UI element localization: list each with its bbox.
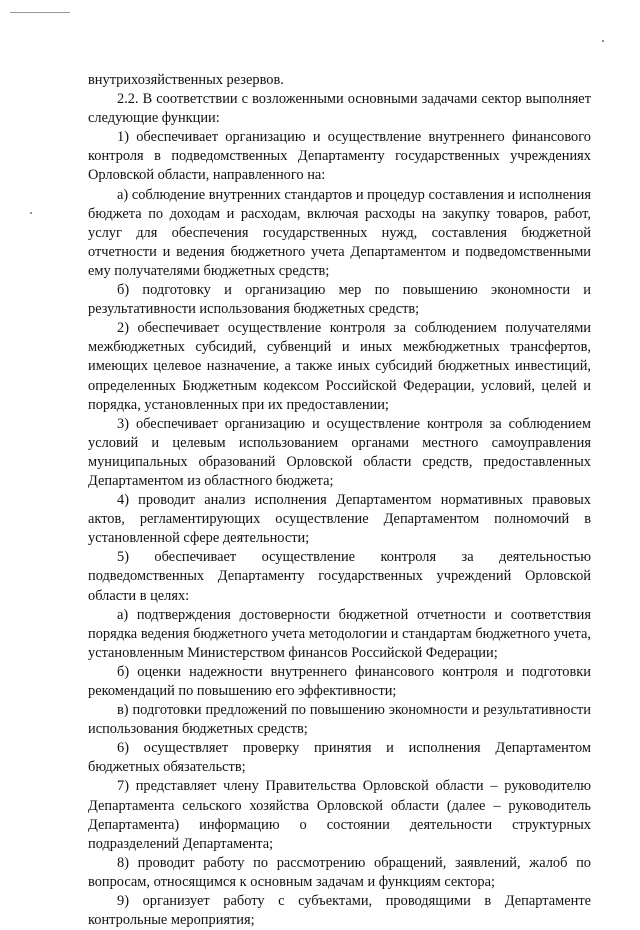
scan-artifact-line xyxy=(10,12,70,13)
document-body xyxy=(88,71,591,930)
paragraph-item-7: 7) представляет члену Правительства Орловской области – руководителю Департамента сельского хозяйства Орловской области (далее – руководитель Департамента) информацию о состоянии деятельности структурных подразделений Департамента; xyxy=(88,778,591,852)
paragraph-item-5v: в) подготовки предложений по повышению экономности и результативности использования бюджетных средств; xyxy=(88,702,591,738)
paragraph-item-2: 2) обеспечивает осуществление контроля за соблюдением получателями межбюджетных субсидий, субвенций и иных межбюджетных трансфертов, имеющих целевое назначение, а также иных субсидий бюджетных инвестиций, определенных Бюджетным кодексом Российской Федерации, условий, целей и порядка, установленных при их предоставлении; xyxy=(88,320,591,413)
paragraph-item-8: 8) проводит работу по рассмотрению обращений, заявлений, жалоб по вопросам, относящимся к основным задачам и функциям сектора; xyxy=(88,854,591,890)
paragraph-item-5a: а) подтверждения достоверности бюджетной отчетности и соответствия порядка ведения бюджетного учета методологии и стандартам бюджетного учета, установленным Министерством финансов Российской Федерации; xyxy=(88,606,591,661)
paragraph-item-1a: а) соблюдение внутренних стандартов и процедур составления и исполнения бюджета по доходам и расходам, включая расходы на закупку товаров, работ, услуг для обеспечения государственных нужд, составления бюджетной отчетности и ведения бюджетного учета Департаментом и подведомственными ему получателями бюджетных средств; xyxy=(88,186,591,279)
paragraph-item-6: 6) осуществляет проверку принятия и исполнения Департаментом бюджетных обязательств; xyxy=(88,740,591,776)
paragraph-item-3: 3) обеспечивает организацию и осуществление контроля за соблюдением условий и целевым использованием органами местного самоуправления муниципальных образований Орловской области средств, предоставленных Департаментом из областного бюджета; xyxy=(88,415,591,489)
paragraph-item-5: 5) обеспечивает осуществление контроля за деятельностью подведомственных Департаменту государственных учреждений Орловской области в целях: xyxy=(88,549,591,604)
paragraph-item-5b: б) оценки надежности внутреннего финансового контроля и подготовки рекомендаций по повышению его эффективности; xyxy=(88,663,591,699)
paragraph-item-4: 4) проводит анализ исполнения Департаментом нормативных правовых актов, регламентирующих осуществление Департаментом полномочий в установленной сфере деятельности; xyxy=(88,492,591,547)
paragraph-continuation: внутрихозяйственных резервов. xyxy=(88,72,284,88)
paragraph-item-9: 9) организует работу с субъектами, проводящими в Департаменте контрольные мероприятия; xyxy=(88,893,591,929)
paragraph-item-1: 1) обеспечивает организацию и осуществление внутреннего финансового контроля в подведомственных Департаменту государственных учреждениях Орловской области, направленного на: xyxy=(88,129,591,184)
paragraph-section-2-2: 2.2. В соответствии с возложенными основными задачами сектор выполняет следующие функции: xyxy=(88,91,591,127)
scan-speck xyxy=(30,212,32,214)
scan-speck xyxy=(602,40,604,42)
paragraph-item-1b: б) подготовку и организацию мер по повышению экономности и результативности использования бюджетных средств; xyxy=(88,282,591,318)
